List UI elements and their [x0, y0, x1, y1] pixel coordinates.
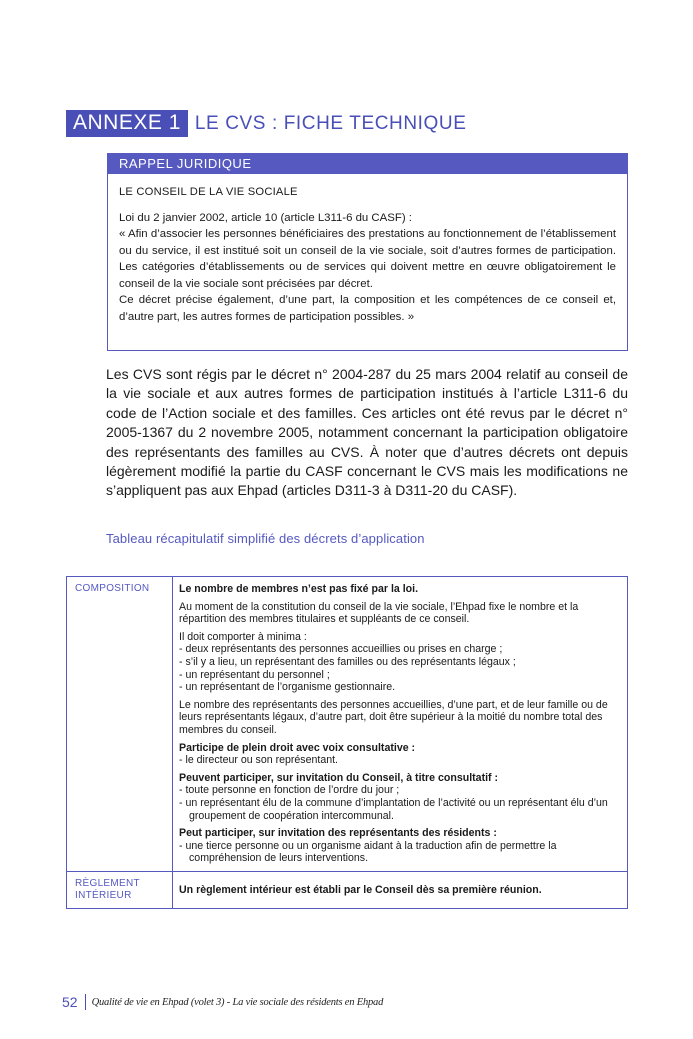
list-item: - deux représentants des personnes accueillies ou prises en charge ;: [179, 643, 503, 656]
legal-paragraph: Ce décret précise également, d’une part, la composition et les compétences de ce conseil et, d’autre part, les autres formes de participation possibles. »: [119, 294, 616, 323]
consultative-member-block: [179, 742, 618, 767]
list-item: - une tierce personne ou un organisme aidant à la traduction afin de permettre la compréhension de leurs interventions.: [179, 839, 557, 865]
legal-box-header: RAPPEL JURIDIQUE: [108, 154, 627, 174]
list-item: - un représentant du personnel ;: [179, 668, 330, 681]
block-heading: Peuvent participer, sur invitation du Conseil, à titre consultatif :: [179, 771, 499, 784]
composition-minimum-list: [179, 631, 618, 694]
invited-by-council-block: [179, 772, 618, 822]
list-item: - s’il y a lieu, un représentant des familles ou des représentants légaux ;: [179, 655, 516, 668]
page-title: LE CVS : FICHE TECHNIQUE: [194, 113, 467, 134]
composition-heading: Le nombre de membres n’est pas fixé par la loi.: [179, 583, 419, 595]
annex-badge: ANNEXE 1: [66, 110, 188, 137]
block-heading: Peut participer, sur invitation des représentants des résidents :: [179, 827, 497, 840]
legal-paragraph: Loi du 2 janvier 2002, article 10 (article L311-6 du CASF) :: [119, 211, 412, 224]
table-title: Tableau récapitulatif simplifié des décrets d’application: [106, 531, 425, 546]
list-intro: Il doit comporter à minima :: [179, 630, 307, 643]
row-label-line: INTÉRIEUR: [75, 889, 132, 901]
legal-text: [119, 210, 616, 326]
invited-by-residents-block: [179, 827, 618, 865]
row-label-reglement: [67, 871, 173, 908]
composition-paragraph: Au moment de la constitution du conseil de la vie sociale, l’Ehpad fixe le nombre et la répartition des membres titulaires et suppléants de ce conseil.: [179, 600, 579, 626]
annex-heading: [66, 110, 467, 137]
footer-text: Qualité de vie en Ehpad (volet 3) - La vie sociale des résidents en Ehpad: [91, 996, 384, 1008]
list-item: - un représentant élu de la commune d’implantation de l’activité ou un représentant élu d’un groupement de coopération intercommunal.: [179, 796, 608, 822]
row-content-reglement: Un règlement intérieur est établi par le Conseil dès sa première réunion.: [173, 871, 628, 908]
legal-reminder-box: [107, 153, 628, 351]
legal-box-body: [108, 174, 627, 325]
intro-paragraph: Les CVS sont régis par le décret n° 2004-287 du 25 mars 2004 relatif au conseil de la vie sociale et aux autres formes de participation institués à l’article L311-6 du code de l’Action sociale et des familles. Ces articles ont été revus par le décret n° 2005-1367 du 2 novembre 2005, notamment concernant la participation obligatoire des représentants des familles au CVS. À noter que d’autres décrets ont depuis légèrement modifié la partie du CASF concernant le CVS mais les modifications ne s’appliquent pas aux Ehpad (articles D311-3 à D311-20 du CASF).: [106, 366, 628, 499]
list-item: - toute personne en fonction de l’ordre du jour ;: [179, 784, 400, 797]
list-item: - le directeur ou son représentant.: [179, 754, 338, 767]
row-label-line: RÈGLEMENT: [75, 877, 140, 889]
composition-paragraph: Le nombre des représentants des personnes accueillies, d’une part, et de leur famille ou de leurs représentants légaux, d’autre part, doit être supérieur à la moitié du nombre total des membres du conseil.: [179, 698, 608, 736]
row-label-composition: COMPOSITION: [67, 577, 173, 872]
page-footer: [62, 994, 383, 1010]
legal-subheading: LE CONSEIL DE LA VIE SOCIALE: [119, 186, 298, 198]
summary-table: [66, 576, 628, 909]
row-content-composition: [173, 577, 628, 872]
legal-paragraph: « Afin d’associer les personnes bénéficiaires des prestations au fonctionnement de l’établissement ou du service, il est institué soit un conseil de la vie sociale, soit d’autres formes de participation. Les catégories d’établissements ou de services qui doivent mettre en œuvre obligatoirement le conseil de la vie sociale sont précisées par décret.: [119, 228, 616, 290]
table-row: [67, 871, 628, 908]
page-number: 52: [62, 994, 86, 1010]
block-heading: Participe de plein droit avec voix consultative :: [179, 741, 416, 754]
table-row: [67, 577, 628, 872]
list-item: - un représentant de l’organisme gestionnaire.: [179, 681, 396, 694]
